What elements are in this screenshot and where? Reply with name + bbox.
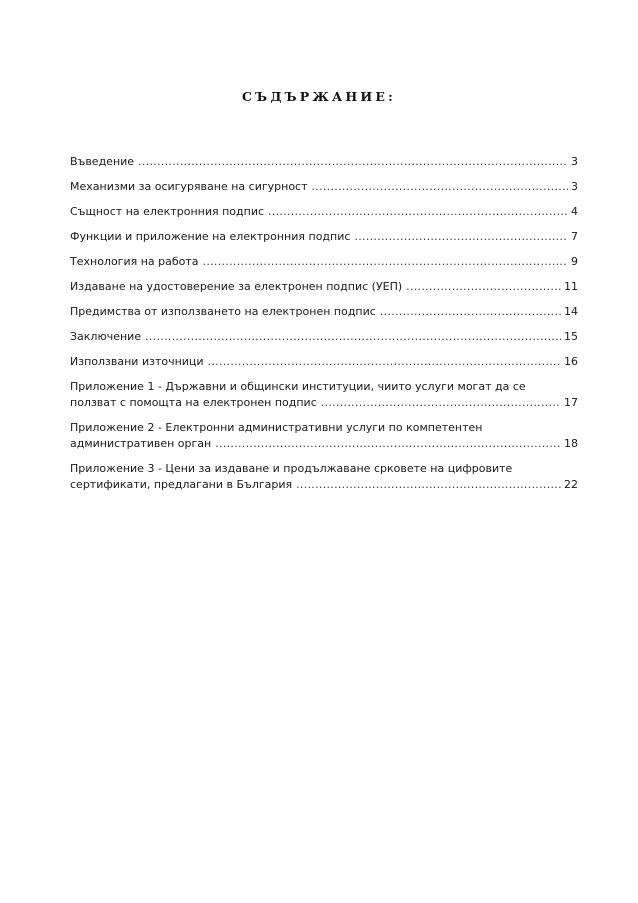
toc-leader-dots — [354, 229, 568, 245]
toc-page-number: 11 — [564, 280, 578, 293]
toc-page-number: 14 — [564, 305, 578, 318]
toc-entry-label: Въведение — [70, 155, 135, 168]
toc-entry-label: Предимства от използването на електронен подпис — [70, 305, 376, 318]
toc-leader-dots — [145, 329, 561, 345]
table-of-contents — [70, 154, 578, 502]
toc-leader-dots — [296, 477, 561, 493]
toc-entry-label: Същност на електронния подпис — [70, 205, 265, 218]
toc-entry[interactable] — [70, 354, 578, 370]
toc-page-number: 9 — [571, 255, 578, 268]
toc-page-number: 22 — [564, 478, 578, 491]
toc-page-number: 16 — [564, 355, 578, 368]
toc-entry[interactable] — [70, 461, 578, 493]
toc-entry[interactable] — [70, 179, 578, 195]
toc-entry-label-line1: Приложение 3 - Цени за издаване и продължаване срковете на цифровите — [70, 462, 513, 475]
toc-page-number: 15 — [564, 330, 578, 343]
toc-leader-dots — [406, 279, 561, 295]
toc-entry[interactable] — [70, 279, 578, 295]
toc-entry-label: Функции и приложение на електронния подпис — [70, 230, 351, 243]
toc-entry-label: Издаване на удостоверение за електронен подпис (УЕП) — [70, 280, 403, 293]
toc-leader-dots — [321, 395, 561, 411]
toc-entry-label-line1: Приложение 2 - Електронни административни услуги по компетентен — [70, 421, 483, 434]
toc-page-number: 3 — [571, 155, 578, 168]
toc-leader-dots — [268, 204, 568, 220]
toc-entry-label: Използвани източници — [70, 355, 204, 368]
toc-entry-label: Заключение — [70, 330, 142, 343]
toc-leader-dots — [215, 436, 561, 452]
toc-leader-dots — [138, 154, 568, 170]
toc-entry[interactable] — [70, 154, 578, 170]
toc-leader-dots — [380, 304, 561, 320]
toc-entry-label-line1: Приложение 1 - Държавни и общински институции, чиито услуги могат да се — [70, 380, 526, 393]
toc-entry[interactable] — [70, 329, 578, 345]
toc-entry-label: Механизми за осигуряване на сигурност — [70, 180, 308, 193]
toc-entry[interactable] — [70, 204, 578, 220]
toc-entry[interactable] — [70, 229, 578, 245]
toc-page-number: 18 — [564, 437, 578, 450]
toc-entry[interactable] — [70, 304, 578, 320]
toc-entry-label: ползват с помощта на електронен подпис — [70, 396, 317, 409]
toc-entry-label: сертификати, предлагани в България — [70, 478, 293, 491]
toc-leader-dots — [203, 254, 568, 270]
toc-entry[interactable] — [70, 379, 578, 411]
toc-page-number: 7 — [571, 230, 578, 243]
toc-entry[interactable] — [70, 420, 578, 452]
toc-leader-dots — [312, 179, 569, 195]
toc-entry-label: Технология на работа — [70, 255, 199, 268]
toc-leader-dots — [208, 354, 561, 370]
toc-page-number: 4 — [571, 205, 578, 218]
toc-page-number: 3 — [571, 180, 578, 193]
toc-entry[interactable] — [70, 254, 578, 270]
toc-page-number: 17 — [564, 396, 578, 409]
toc-entry-label: административен орган — [70, 437, 212, 450]
toc-title: СЪДЪРЖАНИЕ: — [242, 89, 396, 104]
